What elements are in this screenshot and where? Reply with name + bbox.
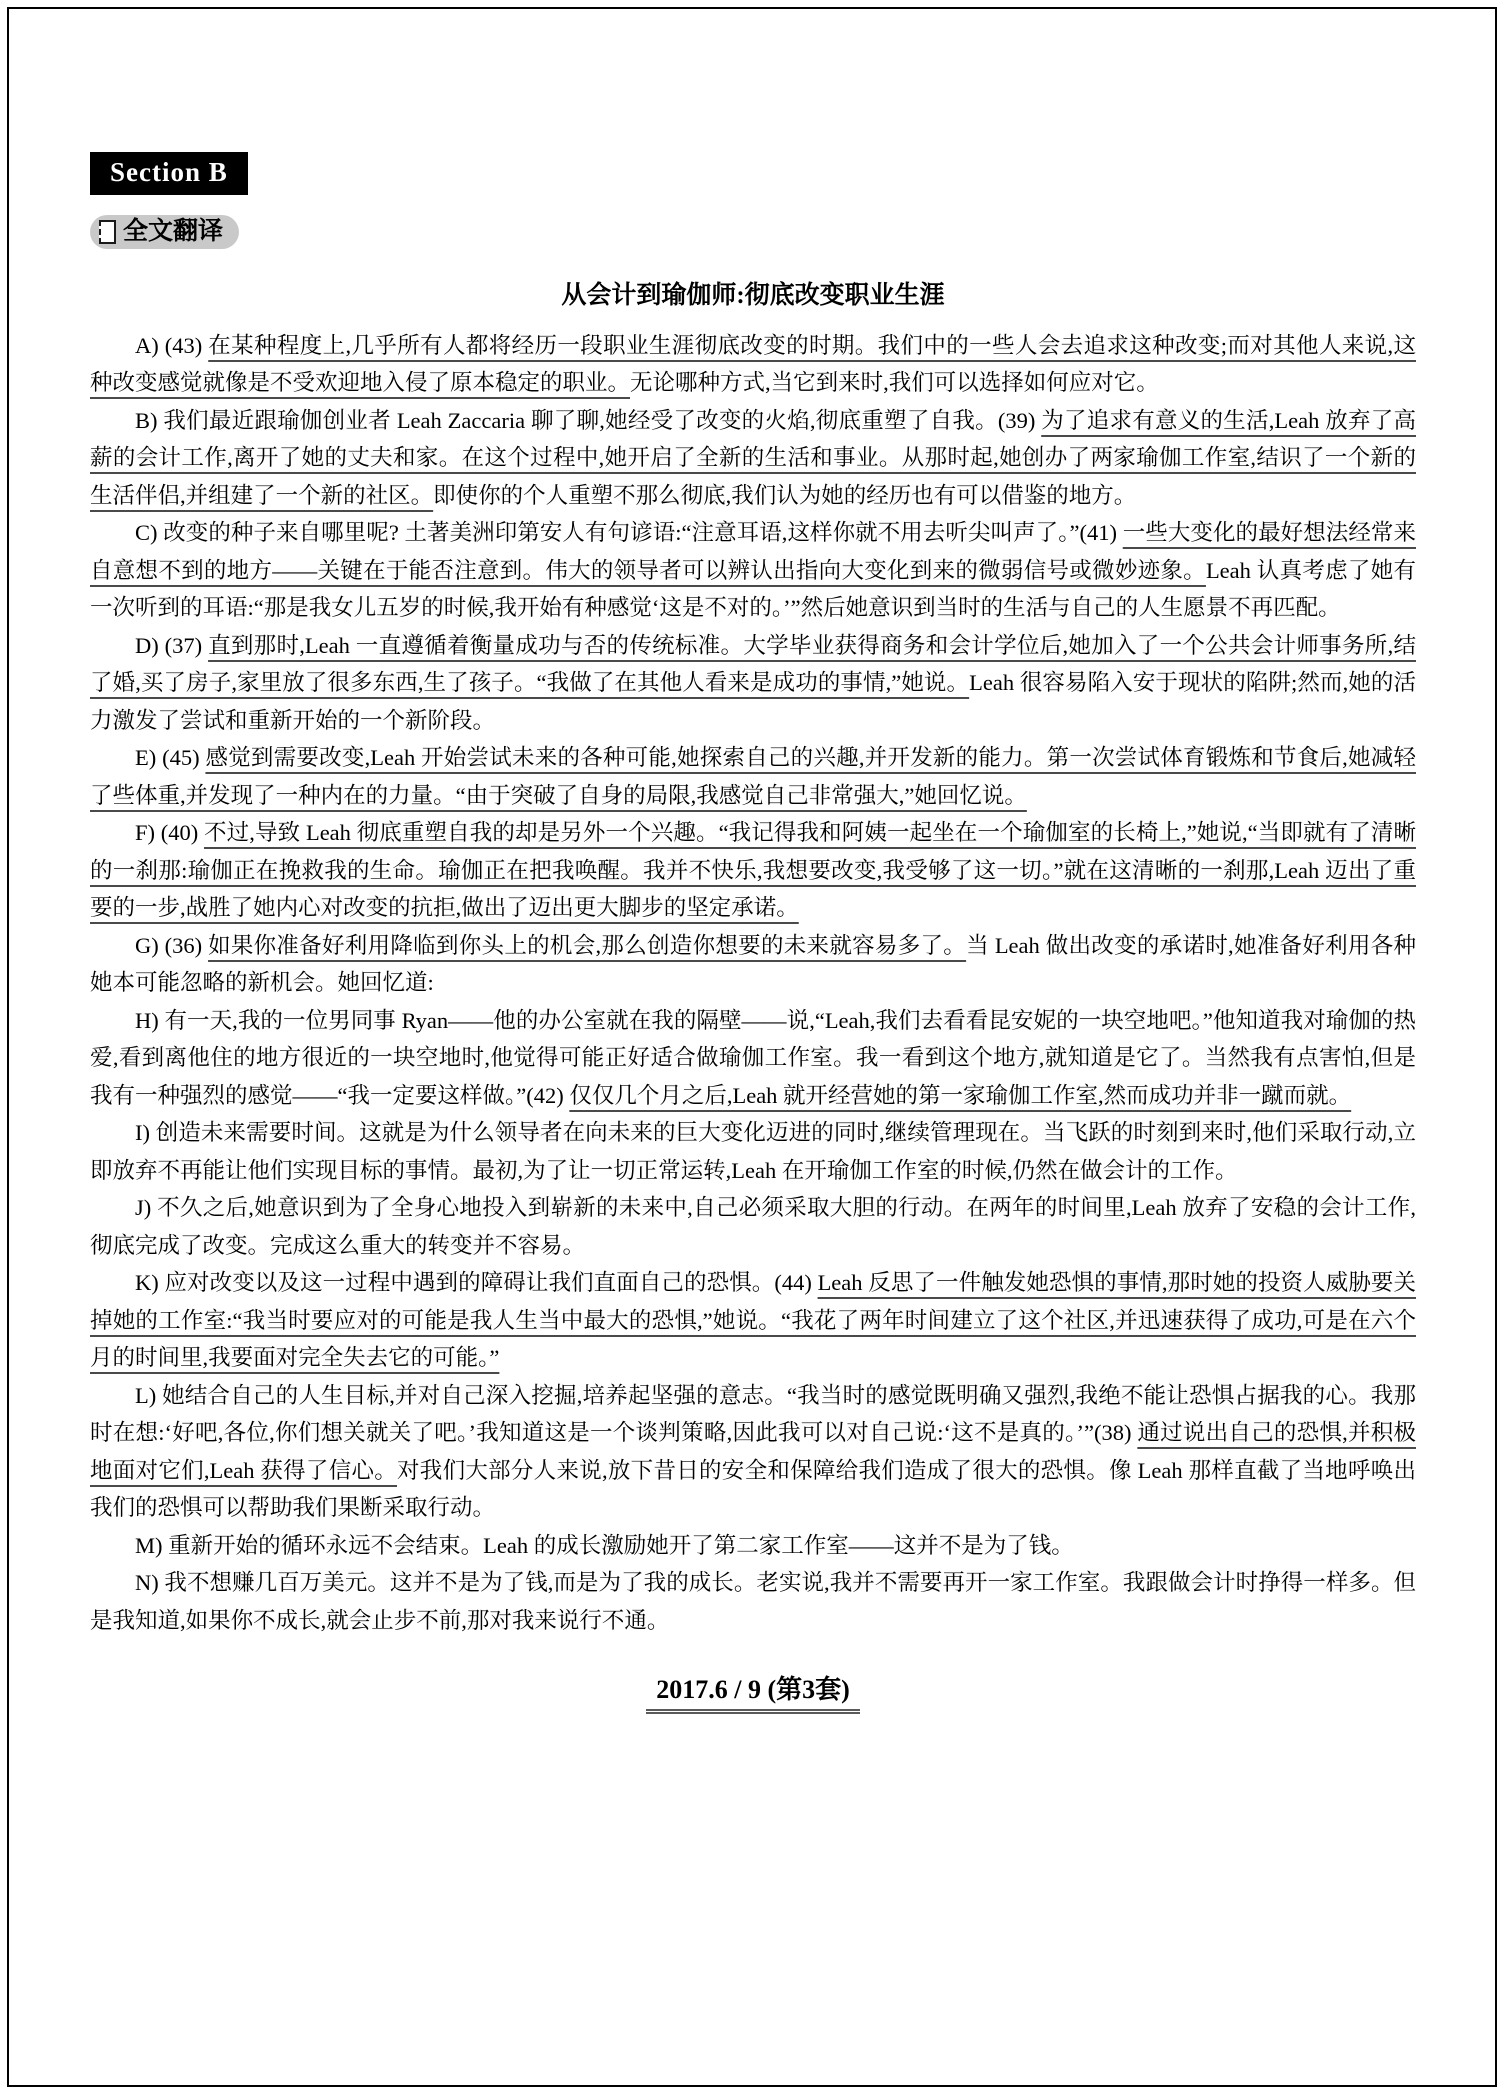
text-run: Leah 认真考虑了她有一次听到的耳语:“那是我女儿五岁的时候,我开始有种感觉‘这是不对的。’”然后她意识到当时的生活与自己的人生愿景不再匹配。 — [90, 557, 1416, 621]
underlined-answer-text: Leah 反思了一件触发她恐惧的事情,那时她的投资人威胁要关掉她的工作室:“我当时要应对的可能是我人生当中最大的恐惧,”她说。“我花了两年时间建立了这个社区,并迅速获得了成功,可是在六个月的时间里,我要面对完全失去它的可能。” — [90, 1270, 1417, 1371]
text-run: K) 应对改变以及这一过程中遇到的障碍让我们直面自己的恐惧。(44) — [135, 1270, 818, 1296]
text-run: G) (36) — [135, 932, 209, 958]
text-run: F) (40) — [135, 820, 204, 846]
text-run: B) 我们最近跟瑜伽创业者 Leah Zaccaria 聊了聊,她经受了改变的火焰,彻底重塑了自我。(39) — [135, 407, 1042, 433]
text-run: A) (43) — [135, 332, 209, 358]
paragraph — [90, 1189, 1416, 1264]
underlined-answer-text: 不过,导致 Leah 彻底重塑自我的却是另外一个兴趣。“我记得我和阿姨一起坐在一个瑜伽室的长椅上,”她说,“当即就有了清晰的一刹那:瑜伽正在挽救我的生命。瑜伽正在把我唤醒。我并不快乐,我想要改变,我受够了这一切。”就在这清晰的一刹那,Leah 迈出了重要的一步,战胜了她内心对改变的抗拒,做出了迈出更大脚步的坚定承诺。 — [90, 820, 1416, 921]
booklet-icon — [99, 220, 116, 244]
text-run: D) (37) — [135, 632, 209, 658]
badge-label: 全文翻译 — [123, 218, 224, 245]
footer-page-indicator: 2017.6 / 9 (第3套) — [646, 1669, 860, 1714]
text-run: 对我们大部分人来说,放下昔日的安全和保障给我们造成了很大的恐惧。像 Leah 那样直截了当地呼唤出我们的恐惧可以帮助我们果断采取行动。 — [90, 1457, 1416, 1521]
text-run: C) 改变的种子来自哪里呢? 土著美洲印第安人有句谚语:“注意耳语,这样你就不用去听尖叫声了。”(41) — [135, 520, 1123, 546]
text-run: Leah 很容易陷入安于现状的陷阱;然而,她的活力激发了尝试和重新开始的一个新阶段。 — [90, 670, 1416, 733]
passage-title: 从会计到瑜伽师:彻底改变职业生涯 — [561, 281, 945, 309]
underlined-answer-text: 为了追求有意义的生活,Leah 放弃了高薪的会计工作,离开了她的丈夫和家。在这个过程中,她开启了全新的生活和事业。从那时起,她创办了两家瑜伽工作室,结识了一个新的生活伴侣,并组建了一个新的社区。 — [90, 407, 1417, 508]
passage-body — [90, 327, 1416, 1640]
paragraph — [90, 1564, 1416, 1639]
text-run: 无论哪种方式,当它到来时,我们可以选择如何应对它。 — [630, 370, 1159, 396]
underlined-answer-text: 感觉到需要改变,Leah 开始尝试未来的各种可能,她探索自己的兴趣,并开发新的能力。第一次尝试体育锻炼和节食后,她减轻了些体重,并发现了一种内在的力量。“由于突破了自身的局限,我感觉自己非常强大,”她回忆说。 — [90, 745, 1416, 808]
text-run: N) 我不想赚几百万美元。这并不是为了钱,而是为了我的成长。老实说,我并不需要再开一家工作室。我跟做会计时挣得一样多。但是我知道,如果你不成长,就会止步不前,那对我来说行不通。 — [90, 1570, 1416, 1633]
paragraph — [90, 402, 1416, 515]
page-footer — [90, 1669, 1416, 1754]
paragraph — [90, 627, 1416, 740]
underlined-answer-text: 如果你准备好利用降临到你头上的机会,那么创造你想要的未来就容易多了。 — [208, 932, 967, 958]
text-run: 即使你的个人重塑不那么彻底,我们认为她的经历也有可以借鉴的地方。 — [433, 482, 1137, 508]
underlined-answer-text: 仅仅几个月之后,Leah 就开经营她的第一家瑜伽工作室,然而成功并非一蹴而就。 — [569, 1082, 1352, 1108]
text-run: M) 重新开始的循环永远不会结束。Leah 的成长激励她开了第二家工作室——这并不是为了钱。 — [135, 1532, 1074, 1558]
paragraph — [90, 327, 1416, 402]
underlined-answer-text: 一些大变化的最好想法经常来自意想不到的地方——关键在于能否注意到。伟大的领导者可以辨认出指向大变化到来的微弱信号或微妙迹象。 — [90, 520, 1416, 583]
paragraph — [90, 1377, 1416, 1527]
underlined-answer-text: 通过说出自己的恐惧,并积极地面对它们,Leah 获得了信心。 — [90, 1420, 1416, 1483]
paragraph — [90, 927, 1416, 1002]
paragraph — [90, 1527, 1416, 1565]
text-run: H) 有一天,我的一位男同事 Ryan——他的办公室就在我的隔壁——说,“Leah,我们去看看昆安妮的一块空地吧。”他知道我对瑜伽的热爱,看到离他住的地方很近的一块空地时,他觉得可能正好适合做瑜伽工作室。我一看到这个地方,就知道是它了。当然我有点害怕,但是我有一种强烈的感觉——“我一定要这样做。”(42) — [90, 1007, 1416, 1108]
paragraph — [90, 739, 1416, 814]
full-translation-badge — [90, 215, 239, 249]
paragraph — [90, 1002, 1416, 1115]
text-run: L) 她结合自己的人生目标,并对自己深入挖掘,培养起坚强的意志。“我当时的感觉既明确又强烈,我绝不能让恐惧占据我的心。我那时在想:‘好吧,各位,你们想关就关了吧。’我知道这是一个谈判策略,因此我可以对自己说:‘这不是真的。’”(38) — [90, 1382, 1416, 1446]
paragraph — [90, 1264, 1416, 1377]
text-run: E) (45) — [135, 745, 206, 771]
underlined-answer-text: 直到那时,Leah 一直遵循着衡量成功与否的传统标准。大学毕业获得商务和会计学位后,她加入了一个公共会计师事务所,结了婚,买了房子,家里放了很多东西,生了孩子。“我做了在其他人看来是成功的事情,”她说。 — [90, 632, 1416, 696]
text-run: 当 Leah 做出改变的承诺时,她准备好利用各种她本可能忽略的新机会。她回忆道: — [90, 932, 1416, 996]
paragraph — [90, 814, 1416, 927]
paragraph — [90, 514, 1416, 627]
paragraph — [90, 1114, 1416, 1189]
text-run: J) 不久之后,她意识到为了全身心地投入到崭新的未来中,自己必须采取大胆的行动。在两年的时间里,Leah 放弃了安稳的会计工作,彻底完成了改变。完成这么重大的转变并不容易。 — [90, 1195, 1416, 1258]
underlined-answer-text: 在某种程度上,几乎所有人都将经历一段职业生涯彻底改变的时期。我们中的一些人会去追求这种改变;而对其他人来说,这种改变感觉就像是不受欢迎地入侵了原本稳定的职业。 — [90, 332, 1416, 396]
text-run: I) 创造未来需要时间。这就是为什么领导者在向未来的巨大变化迈进的同时,继续管理现在。当飞跃的时刻到来时,他们采取行动,立即放弃不再能让他们实现目标的事情。最初,为了让一切正常运转,Leah 在开瑜伽工作室的时候,仍然在做会计的工作。 — [90, 1120, 1416, 1183]
section-b-header: Section B — [90, 152, 248, 195]
